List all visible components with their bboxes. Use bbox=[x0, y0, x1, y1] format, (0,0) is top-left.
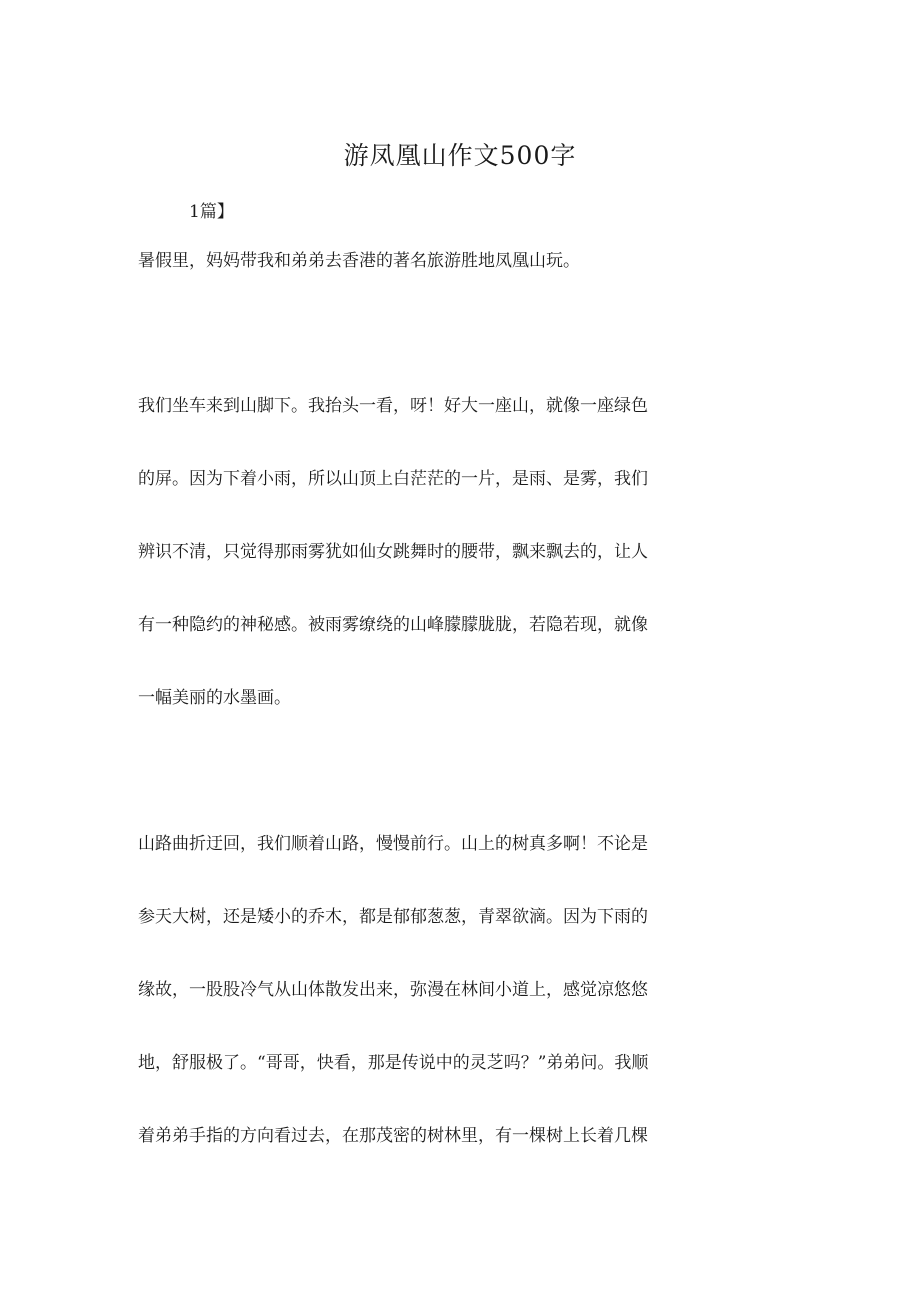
paragraph-line: 地，舒服极了。“哥哥，快看，那是传说中的灵芝吗？”弟弟问。我顺 bbox=[138, 1053, 649, 1073]
section-label: 1篇】 bbox=[189, 202, 234, 222]
paragraph-line: 一幅美丽的水墨画。 bbox=[138, 688, 291, 708]
paragraph-line: 的屏。因为下着小雨，所以山顶上白茫茫的一片，是雨、是雾，我们 bbox=[138, 469, 648, 489]
paragraph-line: 参天大树，还是矮小的乔木，都是郁郁葱葱，青翠欲滴。因为下雨的 bbox=[138, 907, 648, 927]
paragraph-line: 山路曲折迂回，我们顺着山路，慢慢前行。山上的树真多啊！不论是 bbox=[138, 834, 648, 854]
paragraph-line: 暑假里，妈妈带我和弟弟去香港的著名旅游胜地凤凰山玩。 bbox=[138, 251, 580, 271]
paragraph-line: 辨识不清，只觉得那雨雾犹如仙女跳舞时的腰带，飘来飘去的，让人 bbox=[138, 542, 648, 562]
page-title: 游凤凰山作文500字 bbox=[343, 141, 577, 170]
paragraph-line: 缘故，一股股冷气从山体散发出来，弥漫在林间小道上，感觉凉悠悠 bbox=[138, 980, 648, 1000]
paragraph-line: 有一种隐约的神秘感。被雨雾缭绕的山峰朦朦胧胧，若隐若现，就像 bbox=[138, 615, 648, 635]
paragraph-line: 我们坐车来到山脚下。我抬头一看，呀！好大一座山，就像一座绿色 bbox=[138, 396, 648, 416]
paragraph-line: 着弟弟手指的方向看过去，在那茂密的树林里，有一棵树上长着几棵 bbox=[138, 1126, 648, 1146]
